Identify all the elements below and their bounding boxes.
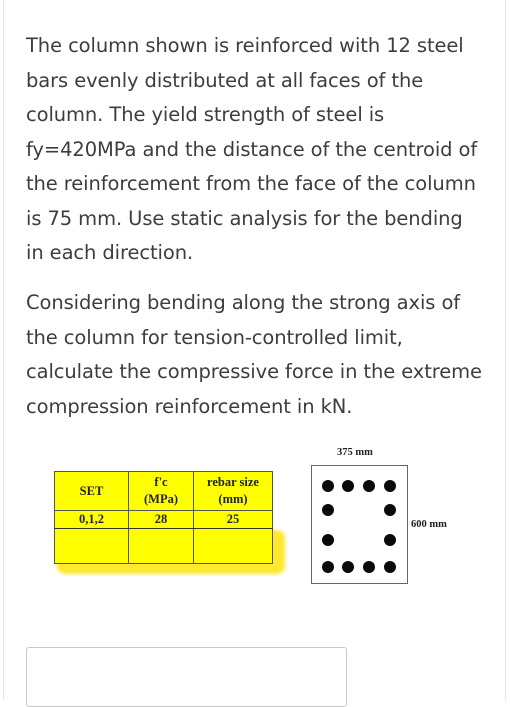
rebar-dot [384,534,396,546]
rebar-dot [384,561,396,573]
table-row [55,511,273,529]
answer-input[interactable] [26,647,347,707]
rebar-dot [322,534,334,546]
given-data-table [54,471,273,564]
column-cross-section [311,465,408,584]
rebar-dot [384,480,396,492]
table-header-row [55,472,273,511]
rebar-dot [322,561,334,573]
cell-set: 0,1,2 [55,511,129,529]
rebar-dot [363,480,375,492]
rebar-dot [363,561,375,573]
table-row-empty [55,529,273,564]
column-width-label: 375 mm [337,447,373,458]
rebar-dot [322,504,334,516]
rebar-dot [342,561,354,573]
cell-rebar: 25 [194,511,273,529]
header-set: SET [55,472,129,511]
header-rebar: rebar size (mm) [194,472,273,511]
cell-fc: 28 [129,511,194,529]
rebar-dot [384,504,396,516]
rebar-dot [342,480,354,492]
column-height-label: 600 mm [411,519,447,530]
question-paragraph-1: The column shown is reinforced with 12 steel bars evenly distributed at all faces of the column. The yield strength of steel is fy=420MPa and the distance of the centroid of the reinforcement from the face of the column is 75 mm. Use static analysis for the bending in each direction. [26,34,478,264]
rebar-dot [322,480,334,492]
header-fc: f'c (MPa) [129,472,194,511]
question-paragraph-2: Considering bending along the strong axis of the column for tension-controlled limit, calculate the compressive force in the extreme compression reinforcement in kN. [26,291,482,418]
